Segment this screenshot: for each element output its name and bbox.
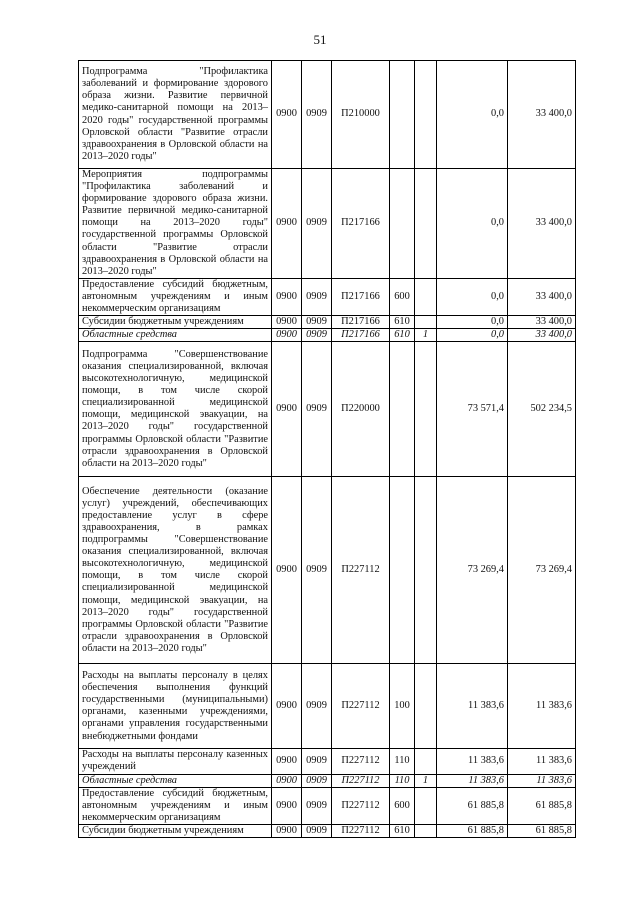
table-row [79,278,576,315]
subsection-code-cell: 0909 [302,749,332,774]
expense-type-cell [390,169,415,279]
table-row [79,664,576,749]
row-name-cell: Областные средства [79,774,272,787]
expense-type-cell: 110 [390,749,415,774]
funding-source-cell [415,169,437,279]
row-name-cell: Расходы на выплаты персоналу казенных учреждений [79,749,272,774]
target-article-cell: П210000 [332,61,390,169]
row-name-cell: Подпрограмма "Профилактика заболеваний и формирование здорового образа жизни. Развитие первичной медико-санитарной помощи на 2013–2020 годы" государственной программы Орловской области "Развитие отрасли здравоохранения в Орловской области на 2013–2020 годы" [79,61,272,169]
amount-first-cell: 11 383,6 [437,749,508,774]
section-code-cell: 0900 [272,342,302,477]
subsection-code-cell: 0909 [302,169,332,279]
funding-source-cell [415,664,437,749]
subsection-code-cell: 0909 [302,664,332,749]
target-article-cell: П227112 [332,824,390,837]
table-row [79,749,576,774]
funding-source-cell [415,316,437,329]
section-code-cell: 0900 [272,329,302,342]
target-article-cell: П217166 [332,316,390,329]
expense-type-cell: 600 [390,787,415,824]
amount-second-cell: 61 885,8 [508,824,576,837]
funding-source-cell [415,342,437,477]
table-row [79,61,576,169]
amount-first-cell: 11 383,6 [437,774,508,787]
amount-second-cell: 73 269,4 [508,477,576,664]
subsection-code-cell: 0909 [302,824,332,837]
section-code-cell: 0900 [272,169,302,279]
expense-type-cell: 610 [390,824,415,837]
row-name-cell: Предоставление субсидий бюджетным, автономным учреждениям и иным некоммерческим организациям [79,787,272,824]
funding-source-cell [415,278,437,315]
expense-type-cell: 100 [390,664,415,749]
target-article-cell: П227112 [332,787,390,824]
section-code-cell: 0900 [272,61,302,169]
amount-second-cell: 11 383,6 [508,749,576,774]
target-article-cell: П217166 [332,278,390,315]
table-row [79,774,576,787]
row-name-cell: Обеспечение деятельности (оказание услуг) учреждений, обеспечивающих предоставление услуг в сфере здравоохранения, в рамках подпрограммы "Совершенствование оказания специализированной, включая высокотехнологичную, медицинской помощи, в том числе скорой специализированной медицинской помощи, медицинской эвакуации, на 2013–2020 годы" государственной программы Орловской области "Развитие отрасли здравоохранения в Орловской области на 2013–2020 годы" [79,477,272,664]
amount-first-cell: 0,0 [437,329,508,342]
row-name-cell: Мероприятия подпрограммы "Профилактика заболеваний и формирование здорового образа жизни. Развитие первичной медико-санитарной помощи на 2013–2020 годы" государственной программы Орловской области "Развитие отрасли здравоохранения в Орловской области на 2013–2020 годы" [79,169,272,279]
section-code-cell: 0900 [272,824,302,837]
amount-second-cell: 502 234,5 [508,342,576,477]
section-code-cell: 0900 [272,316,302,329]
amount-second-cell: 11 383,6 [508,774,576,787]
amount-second-cell: 33 400,0 [508,278,576,315]
section-code-cell: 0900 [272,787,302,824]
subsection-code-cell: 0909 [302,477,332,664]
section-code-cell: 0900 [272,749,302,774]
amount-second-cell: 33 400,0 [508,316,576,329]
amount-second-cell: 11 383,6 [508,664,576,749]
funding-source-cell [415,477,437,664]
funding-source-cell [415,787,437,824]
expense-type-cell: 610 [390,316,415,329]
amount-second-cell: 33 400,0 [508,329,576,342]
funding-source-cell [415,749,437,774]
amount-first-cell: 61 885,8 [437,787,508,824]
funding-source-cell [415,824,437,837]
expense-type-cell: 610 [390,329,415,342]
table-row [79,316,576,329]
section-code-cell: 0900 [272,774,302,787]
subsection-code-cell: 0909 [302,774,332,787]
section-code-cell: 0900 [272,278,302,315]
row-name-cell: Областные средства [79,329,272,342]
row-name-cell: Подпрограмма "Совершенствование оказания специализированной, включая высокотехнологичную, медицинской помощи, в том числе скорой специализированной медицинской помощи, медицинской эвакуации, на 2013–2020 годы" государственной программы Орловской области "Развитие отрасли здравоохранения в Орловской области на 2013–2020 годы" [79,342,272,477]
funding-source-cell: 1 [415,329,437,342]
expense-type-cell: 600 [390,278,415,315]
amount-first-cell: 0,0 [437,61,508,169]
subsection-code-cell: 0909 [302,278,332,315]
amount-first-cell: 0,0 [437,169,508,279]
page-number: 51 [313,32,327,47]
amount-second-cell: 33 400,0 [508,61,576,169]
expense-type-cell [390,61,415,169]
subsection-code-cell: 0909 [302,61,332,169]
table-row [79,787,576,824]
funding-source-cell: 1 [415,774,437,787]
target-article-cell: П217166 [332,169,390,279]
table-row [79,824,576,837]
amount-second-cell: 33 400,0 [508,169,576,279]
amount-first-cell: 73 571,4 [437,342,508,477]
amount-first-cell: 0,0 [437,278,508,315]
table-row [79,329,576,342]
amount-first-cell: 0,0 [437,316,508,329]
target-article-cell: П227112 [332,664,390,749]
funding-source-cell [415,61,437,169]
subsection-code-cell: 0909 [302,787,332,824]
budget-table-body [79,61,576,838]
row-name-cell: Предоставление субсидий бюджетным, автономным учреждениям и иным некоммерческим организациям [79,278,272,315]
table-row [79,169,576,279]
target-article-cell: П227112 [332,774,390,787]
section-code-cell: 0900 [272,664,302,749]
amount-first-cell: 73 269,4 [437,477,508,664]
amount-first-cell: 61 885,8 [437,824,508,837]
subsection-code-cell: 0909 [302,316,332,329]
subsection-code-cell: 0909 [302,342,332,477]
target-article-cell: П227112 [332,749,390,774]
budget-table [78,60,576,838]
section-code-cell: 0900 [272,477,302,664]
expense-type-cell [390,342,415,477]
target-article-cell: П220000 [332,342,390,477]
row-name-cell: Расходы на выплаты персоналу в целях обеспечения выполнения функций государственными (муниципальными) органами, казенными учреждениями, органами управления государственными внебюджетными фондами [79,664,272,749]
amount-second-cell: 61 885,8 [508,787,576,824]
table-row [79,342,576,477]
row-name-cell: Субсидии бюджетным учреждениям [79,824,272,837]
amount-first-cell: 11 383,6 [437,664,508,749]
table-row [79,477,576,664]
subsection-code-cell: 0909 [302,329,332,342]
row-name-cell: Субсидии бюджетным учреждениям [79,316,272,329]
target-article-cell: П217166 [332,329,390,342]
target-article-cell: П227112 [332,477,390,664]
expense-type-cell [390,477,415,664]
expense-type-cell: 110 [390,774,415,787]
